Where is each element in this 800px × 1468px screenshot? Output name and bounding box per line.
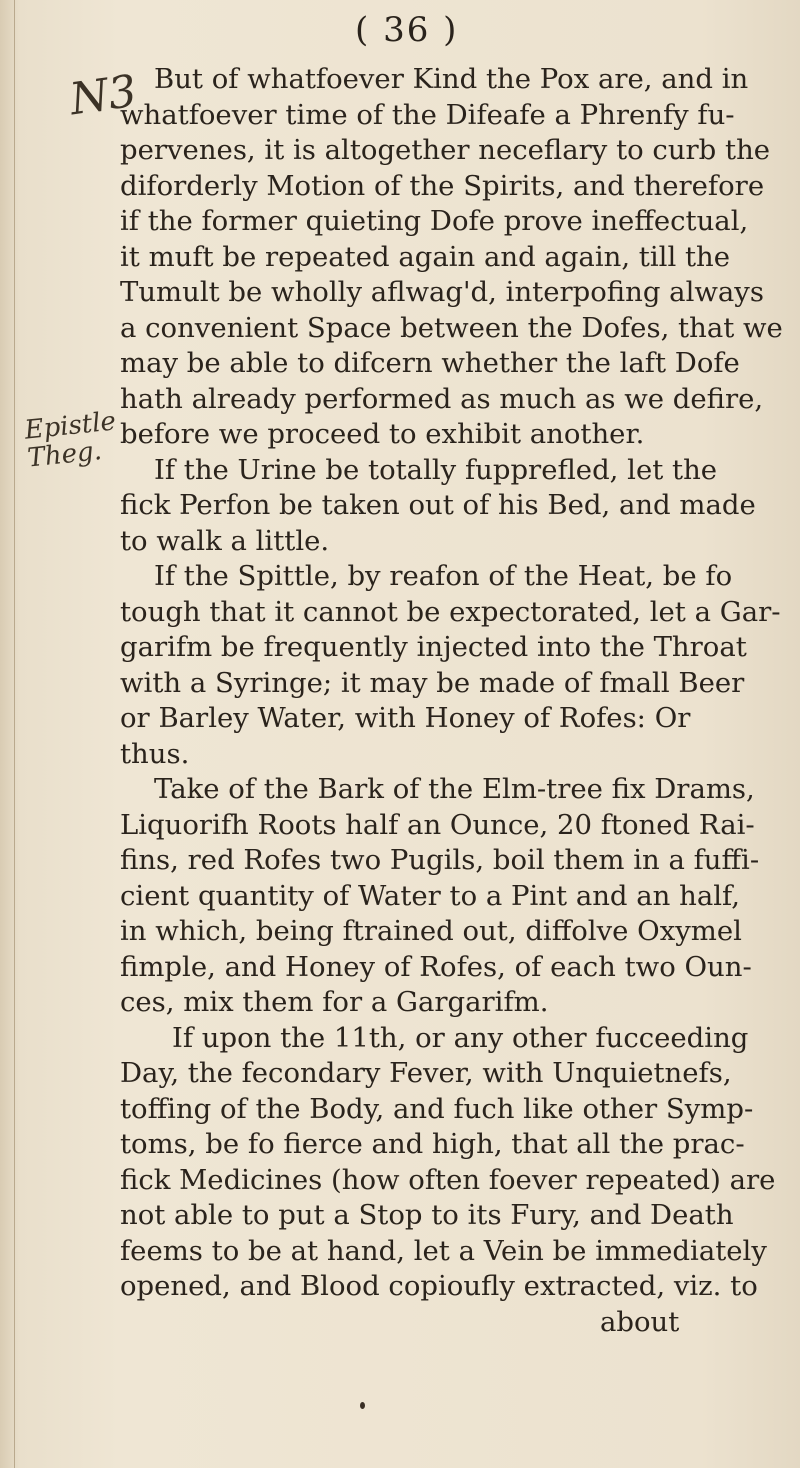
text-line: a convenient Space between the Dofes, that we [120,311,783,344]
text-line: If the Spittle, by reafon of the Heat, be fo [154,560,733,592]
text-line: or Barley Water, with Honey of Rofes: Or [120,702,691,734]
text-line: fick Medicines (how often foever repeated) are [120,1163,776,1196]
text-line: tough that it cannot be expectorated, let a Gar- [120,595,781,628]
text-line: If the Urine be totally fupprefled, let the [154,453,718,486]
handwritten-margin-note: N3 [66,65,140,126]
ink-mark [360,1402,365,1409]
body-text [120,62,792,1340]
text-line: it muft be repeated again and again, till the [120,240,731,273]
text-line: with a Syringe; it may be made of fmall Beer [120,666,745,699]
text-line: garifm be frequently injected into the Throat [120,631,747,663]
text-line: fins, red Rofes two Pugils, boil them in a fuffi- [120,844,760,876]
text-line: pervenes, it is altogether neceflary to curb the [120,134,771,166]
text-line: may be able to difcern whether the laft Dofe [120,347,740,379]
text-line: hath already performed as much as we defire, [120,382,764,415]
text-line: If upon the 11th, or any other fucceeding [172,1021,749,1054]
text-line: not able to put a Stop to its Fury, and Death [120,1199,734,1231]
page-gutter-edge [14,0,15,1468]
text-line: diforderly Motion of the Spirits, and therefore [120,169,765,202]
text-line: if the former quieting Dofe prove ineffectual, [120,205,749,237]
text-line: whatfoever time of the Difeafe a Phrenfy fu- [120,98,735,131]
text-line: before we proceed to exhibit another. [120,418,645,450]
page-number: ( 36 ) [355,10,459,50]
catchword: about [600,1305,680,1338]
handwritten-side-note [23,407,120,472]
text-line: toms, be fo fierce and high, that all the prac- [120,1128,745,1160]
text-line: Take of the Bark of the Elm-tree fix Drams, [154,773,755,805]
text-line: fimple, and Honey of Rofes, of each two Oun- [120,950,752,983]
text-line: But of whatfoever Kind the Pox are, and in [154,63,749,95]
text-line: ces, mix them for a Gargarifm. [120,986,549,1018]
text-line: Tumult be wholly aflwag'd, interpofing always [120,276,764,308]
text-line: toffing of the Body, and fuch like other Symp- [120,1092,754,1125]
text-line: opened, and Blood copioufly extracted, viz. to [120,1270,758,1302]
text-line: Liquorifh Roots half an Ounce, 20 ftoned Rai- [120,808,755,841]
text-line: fick Perfon be taken out of his Bed, and made [120,489,756,521]
text-line: Day, the fecondary Fever, with Unquietnefs, [120,1057,732,1089]
text-line: to walk a little. [120,524,330,557]
side-note-line-1: Epistle [23,406,118,446]
side-note-line-2: Theg. [26,436,104,474]
text-line: cient quantity of Water to a Pint and an half, [120,879,740,912]
text-line: in which, being ftrained out, diffolve Oxymel [120,915,742,947]
text-line: feems to be at hand, let a Vein be immediately [120,1234,767,1267]
text-line: thus. [120,737,190,770]
